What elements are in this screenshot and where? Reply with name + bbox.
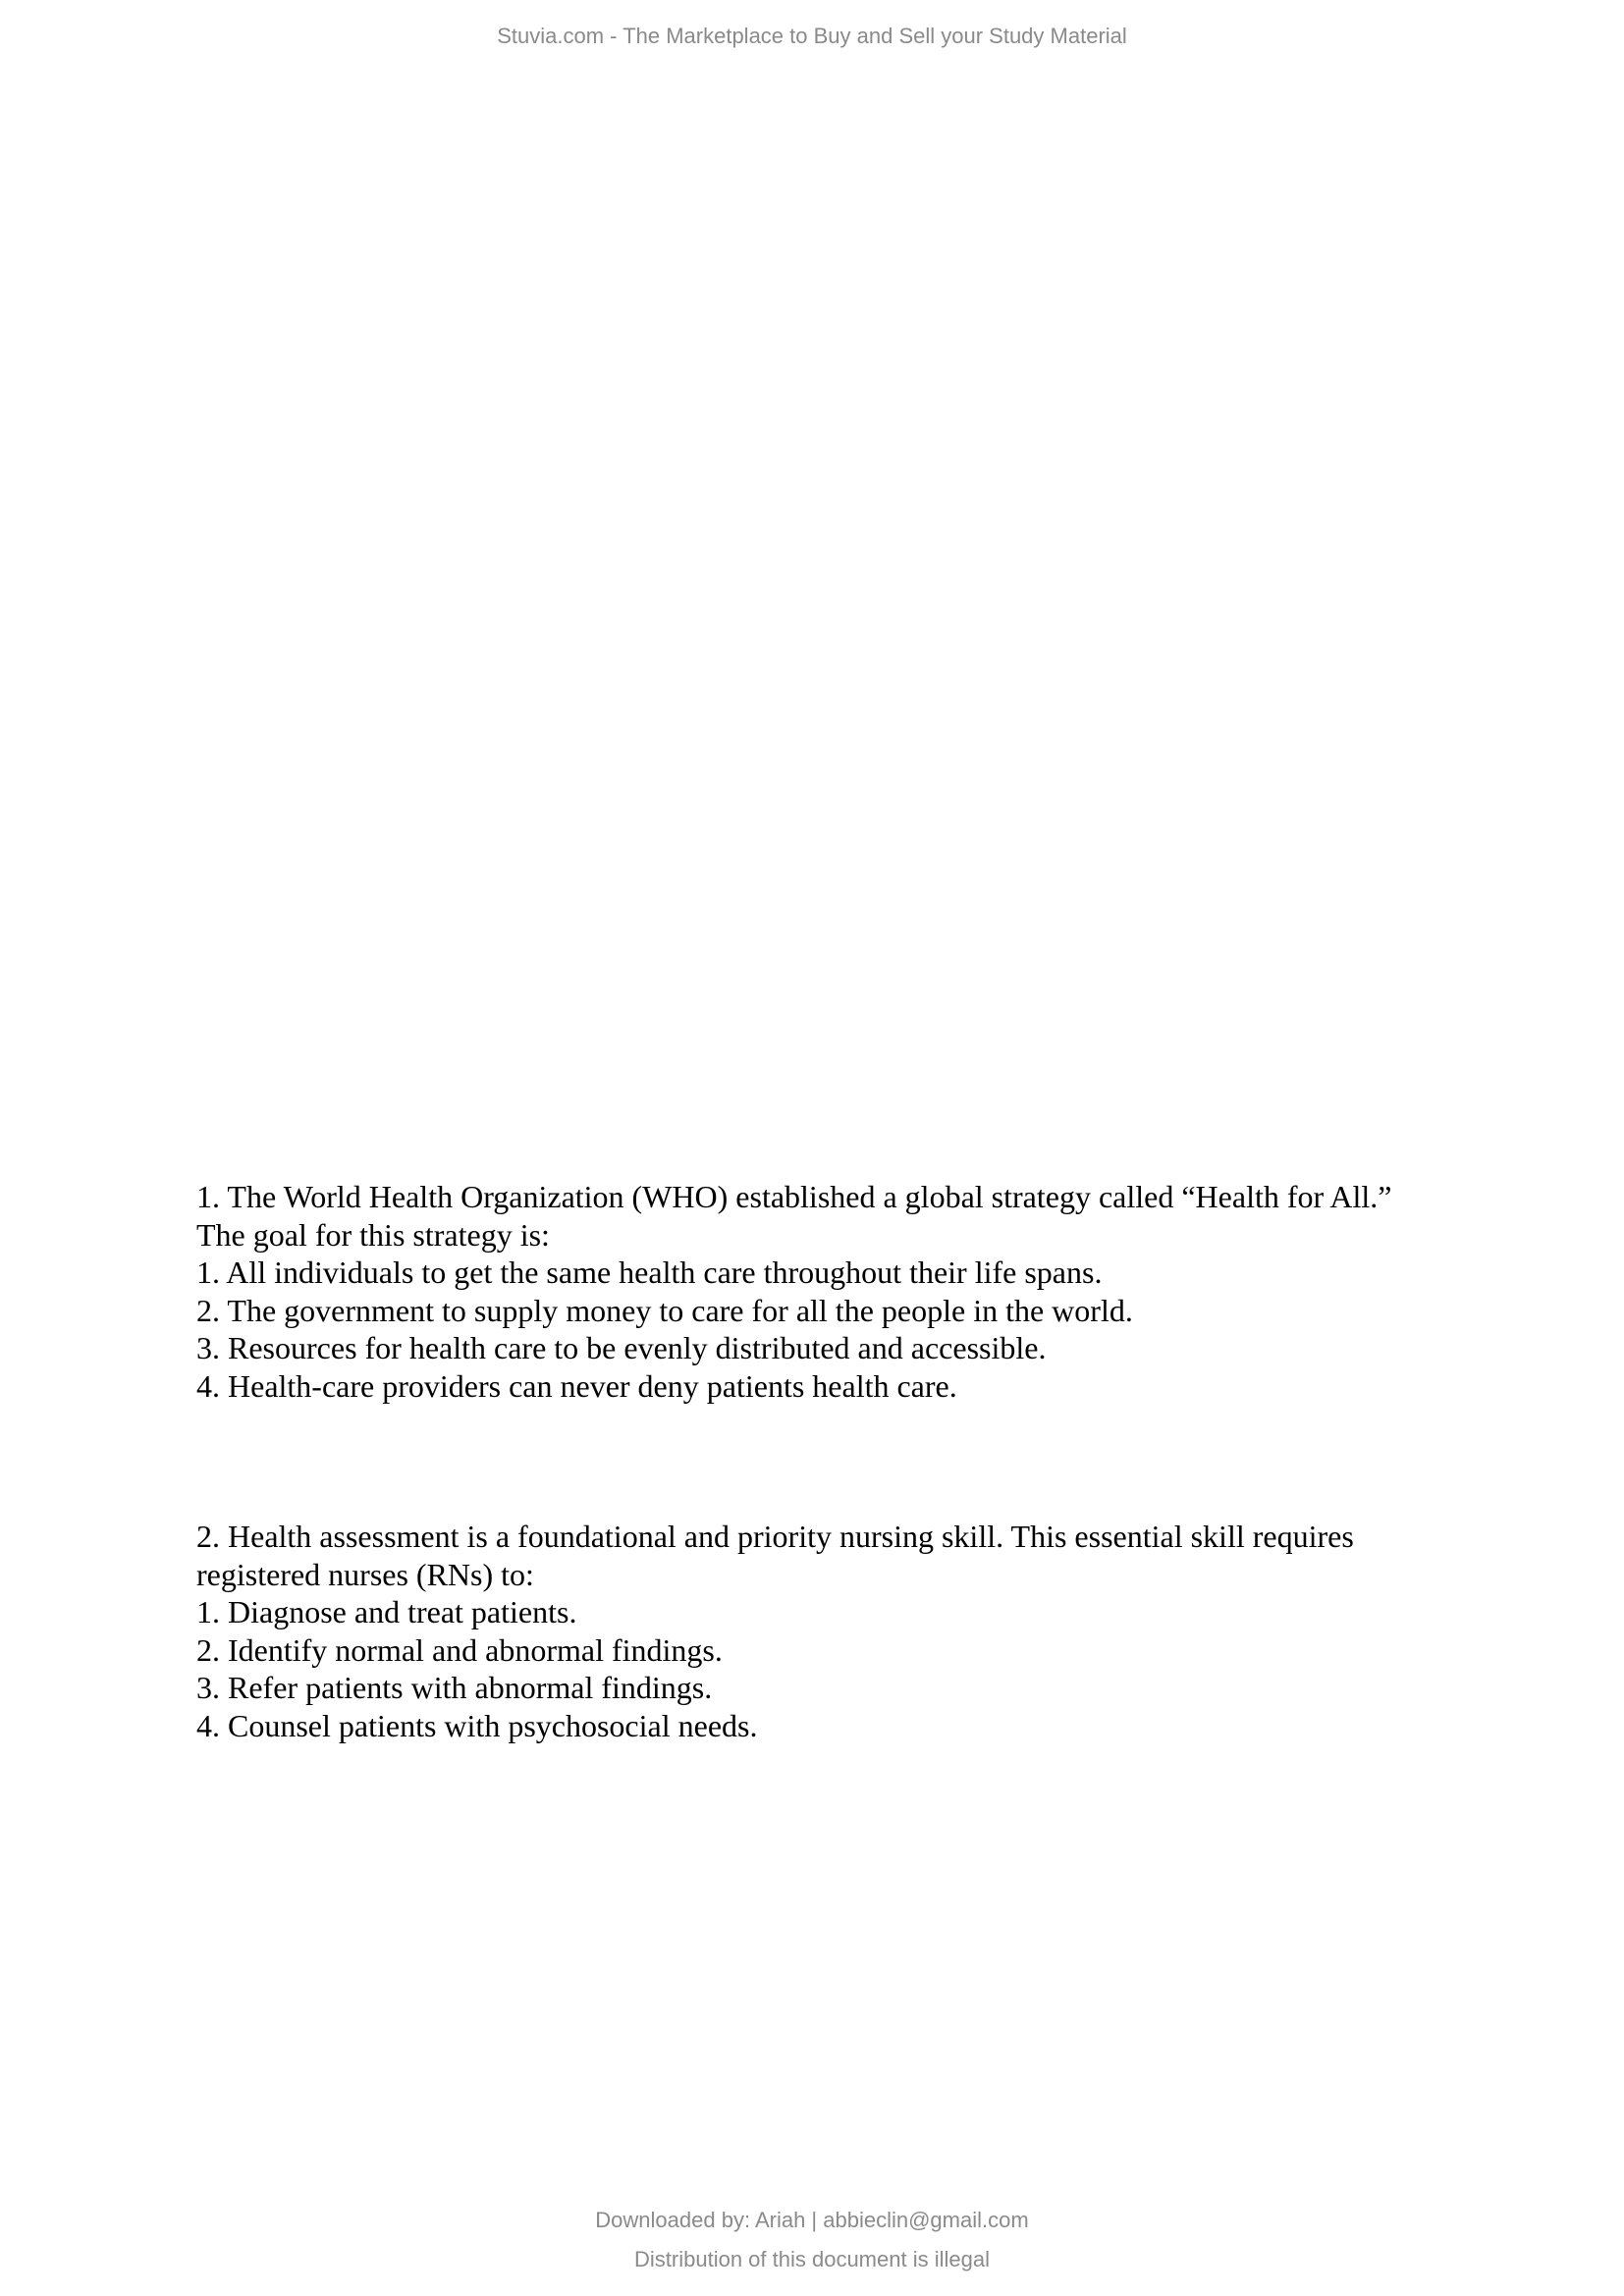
- answer-option: 1. Diagnose and treat patients.: [196, 1594, 577, 1629]
- question-1: [196, 1178, 1473, 1405]
- answer-option: 4. Counsel patients with psychosocial needs.: [196, 1707, 758, 1743]
- answer-option: 1. All individuals to get the same health care throughout their life spans.: [196, 1255, 1103, 1290]
- question-stem-continued: The goal for this strategy is:: [196, 1216, 550, 1253]
- question-stem: 2. Health assessment is a foundational and priority nursing skill. This essential skill requires: [196, 1519, 1354, 1554]
- question-2: [196, 1518, 1473, 1744]
- answer-option: 3. Refer patients with abnormal findings.: [196, 1670, 713, 1705]
- answer-option: 2. Identify normal and abnormal findings.: [196, 1631, 723, 1668]
- question-stem-continued: registered nurses (RNs) to:: [196, 1556, 534, 1592]
- answer-option: 2. The government to supply money to care for all the people in the world.: [196, 1292, 1133, 1328]
- answer-option: 3. Resources for health care to be evenly distributed and accessible.: [196, 1330, 1047, 1365]
- page-header-watermark: Stuvia.com - The Marketplace to Buy and Sell your Study Material: [497, 24, 1127, 48]
- answer-option: 4. Health-care providers can never deny patients health care.: [196, 1367, 957, 1404]
- question-stem: 1. The World Health Organization (WHO) established a global strategy called “Health for All.”: [196, 1179, 1392, 1214]
- footer-downloaded-by: Downloaded by: Ariah | abbieclin@gmail.com: [595, 2208, 1029, 2232]
- footer-distribution-notice: Distribution of this document is illegal: [634, 2247, 990, 2271]
